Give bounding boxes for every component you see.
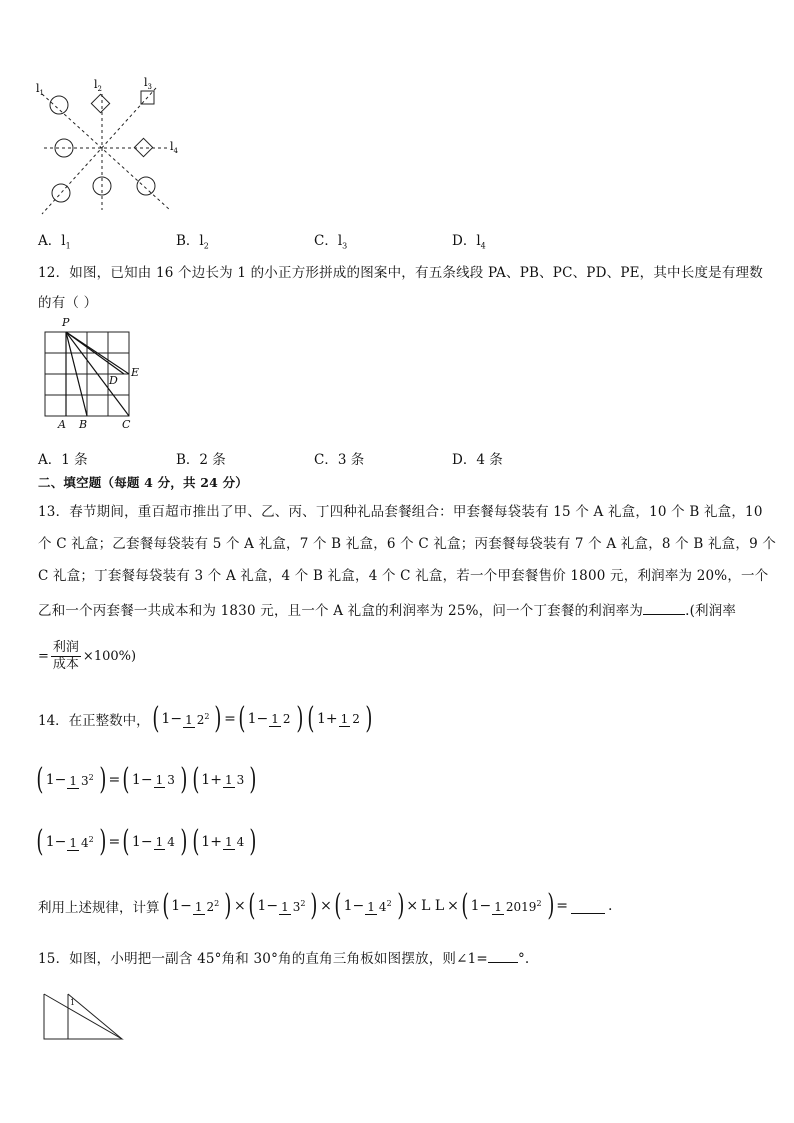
q14-answer-blank[interactable]	[571, 899, 605, 914]
q13-formula-numerator: 利润	[52, 640, 79, 655]
q12-option-a[interactable]: A．1 条	[38, 452, 88, 468]
q11-option-a[interactable]: A．$l_1$	[38, 233, 71, 251]
q13-text-line4	[38, 599, 736, 619]
q12-option-d[interactable]: D．4 条	[452, 452, 503, 468]
q15-angle-label: 1	[70, 998, 76, 1007]
q13-text-line1: 13．春节期间，重百超市推出了甲、乙、丙、丁四种礼品套餐组合：甲套餐每袋装有 15 个 A 礼盒，10 个 B 礼盒，10	[38, 504, 763, 520]
q13-formula	[38, 640, 136, 673]
q12-label-e: E	[131, 366, 140, 379]
q12-label-p: P	[62, 316, 70, 329]
q11-label-l4: $l_4$	[170, 140, 178, 155]
q14-row-2: ( 1 − 1 32 ) = ( 1 − 1 3 ) ( 1 + 1 3 )	[36, 762, 257, 797]
q14-row-3: ( 1 − 1 42 ) = ( 1 − 1 4 ) ( 1 + 1 4 )	[36, 824, 257, 859]
q12-grid-figure	[38, 314, 148, 432]
q13-answer-blank[interactable]	[643, 614, 685, 615]
q15-answer-blank[interactable]	[488, 962, 518, 963]
q11-option-d[interactable]: D．$l_4$	[452, 233, 486, 251]
q14-compute-text: 利用上述规律，计算	[38, 900, 160, 916]
q12-label-b: B	[79, 418, 88, 431]
q12-text-line2: 的有（ ）	[38, 295, 98, 311]
q11-label-l1: $l_1$	[36, 82, 44, 97]
q13-line4-tail: .(利润率	[685, 603, 737, 619]
q13-formula-eq: =	[38, 649, 49, 664]
q11-label-l2: $l_2$	[94, 78, 102, 93]
section-heading: 二、填空题（每题 4 分，共 24 分）	[38, 475, 249, 490]
q13-formula-denominator: 成本	[52, 657, 79, 672]
q12-option-c[interactable]: C．3 条	[314, 452, 365, 468]
q13-formula-tail: ×100%)	[82, 649, 137, 664]
q12-label-a: A	[58, 418, 66, 431]
q11-option-c[interactable]: C．$l_3$	[314, 233, 348, 251]
q11-figure	[30, 74, 190, 222]
q14-intro: 14．在正整数中，	[38, 713, 150, 729]
q14-row-compute: 利用上述规律，计算 ( 1 − 1 22 ) × ( 1 − 1 32 ) × ( 1 − 1 42 ) × L L × ( 1 − 1 20192 ) = .	[38, 888, 613, 923]
q13-text-line3: C 礼盒；丁套餐每袋装有 3 个 A 礼盒，4 个 B 礼盒，4 个 C 礼盒，若一个甲套餐售价 1800 元，利润率为 20%，一个	[38, 568, 769, 584]
q15-text	[38, 947, 529, 967]
q12-label-c: C	[122, 418, 131, 431]
q13-line4-text: 乙和一个丙套餐一共成本和为 1830 元，且一个 A 礼盒的利润率为 25%，问一个丁套餐的利润率为	[38, 603, 644, 619]
q15-triangles-figure	[38, 988, 130, 1044]
q12-option-b[interactable]: B．2 条	[176, 452, 226, 468]
q13-text-line2: 个 C 礼盒；乙套餐每袋装有 5 个 A 礼盒，7 个 B 礼盒，6 个 C 礼盒；丙套餐每袋装有 7 个 A 礼盒，8 个 B 礼盒，9 个	[38, 536, 777, 552]
q14-row-1: 14．在正整数中， ( 1 − 1 22 ) = ( 1 − 1 2 ) ( 1 + 1 2 )	[38, 701, 373, 736]
q15-text-pre: 15．如图，小明把一副含 45°角和 30°角的直角三角板如图摆放，则∠1=	[38, 951, 488, 967]
q15-text-post: °.	[517, 951, 530, 967]
q11-label-l3: $l_3$	[144, 76, 152, 91]
q12-label-d: D	[109, 374, 118, 387]
q12-text-line1: 12．如图，已知由 16 个边长为 1 的小正方形拼成的图案中，有五条线段 PA、PB、PC、PD、PE，其中长度是有理数	[38, 265, 763, 281]
q11-option-b[interactable]: B．$l_2$	[176, 233, 209, 251]
